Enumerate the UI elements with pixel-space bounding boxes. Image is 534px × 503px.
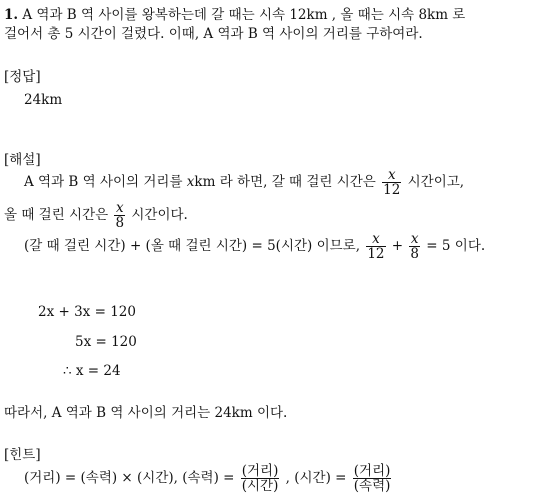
plus-sign: +: [391, 238, 404, 254]
hint-text: (거리) = (속력) × (시간), (속력) =: [24, 470, 235, 486]
fraction: [382, 168, 401, 197]
fraction-numerator: x: [372, 231, 380, 247]
fraction-numerator: x: [115, 200, 124, 216]
solution-text: km 라 하면, 갈 때 걸린 시간은: [194, 174, 376, 190]
fraction-numerator: x: [387, 167, 396, 183]
hint-line: [24, 464, 393, 493]
variable: x: [186, 174, 195, 190]
fraction-numerator: (거리): [241, 463, 279, 479]
fraction-denominator: 12: [383, 182, 401, 198]
fraction: [114, 201, 125, 230]
problem-line-2: 걸어서 총 5 시간이 걸렸다. 이때, A 역과 B 역 사이의 거리를 구하여라.: [4, 26, 423, 42]
fraction-denominator: (속력): [353, 478, 391, 494]
equation-1: 2x + 3x = 120: [38, 304, 136, 320]
answer-label: [정답]: [4, 69, 41, 85]
equation-3: ∴ x = 24: [63, 363, 121, 379]
solution-line-2: [4, 201, 188, 230]
solution-label: [해설]: [4, 152, 41, 168]
solution-text: 시간이다.: [131, 207, 188, 223]
fraction-denominator: 8: [115, 215, 125, 231]
fraction-denominator: (시간): [241, 478, 279, 494]
fraction-numerator: (거리): [353, 463, 391, 479]
solution-text: 올 때 걸린 시간은: [4, 207, 109, 223]
solution-line-1: [24, 168, 464, 197]
conclusion: 따라서, A 역과 B 역 사이의 거리는 24km 이다.: [4, 405, 288, 421]
hint-text: , (시간) =: [285, 470, 347, 486]
fraction: [241, 464, 280, 493]
problem-text-1: A 역과 B 역 사이를 왕복하는데 갈 때는 시속 12km , 올 때는 시속 8km 로: [22, 7, 466, 23]
fraction-denominator: 12: [367, 246, 385, 262]
answer-value: 24km: [24, 92, 63, 108]
solution-line-3: [24, 232, 485, 261]
problem-number: 1.: [4, 7, 19, 23]
solution-text: (갈 때 걸린 시간) + (올 때 걸린 시간) = 5(시간) 이므로,: [24, 238, 361, 254]
solution-text: 시간이고,: [407, 174, 465, 190]
fraction: [366, 232, 385, 261]
solution-text: = 5 이다.: [426, 238, 486, 254]
solution-text: A 역과 B 역 사이의 거리를: [24, 174, 187, 190]
hint-label: [힌트]: [4, 447, 41, 463]
fraction: [353, 464, 392, 493]
fraction-numerator: x: [410, 231, 419, 247]
equation-2: 5x = 120: [75, 334, 137, 350]
fraction: [409, 232, 420, 261]
fraction-denominator: 8: [410, 246, 419, 262]
problem-line-1: [4, 5, 465, 25]
